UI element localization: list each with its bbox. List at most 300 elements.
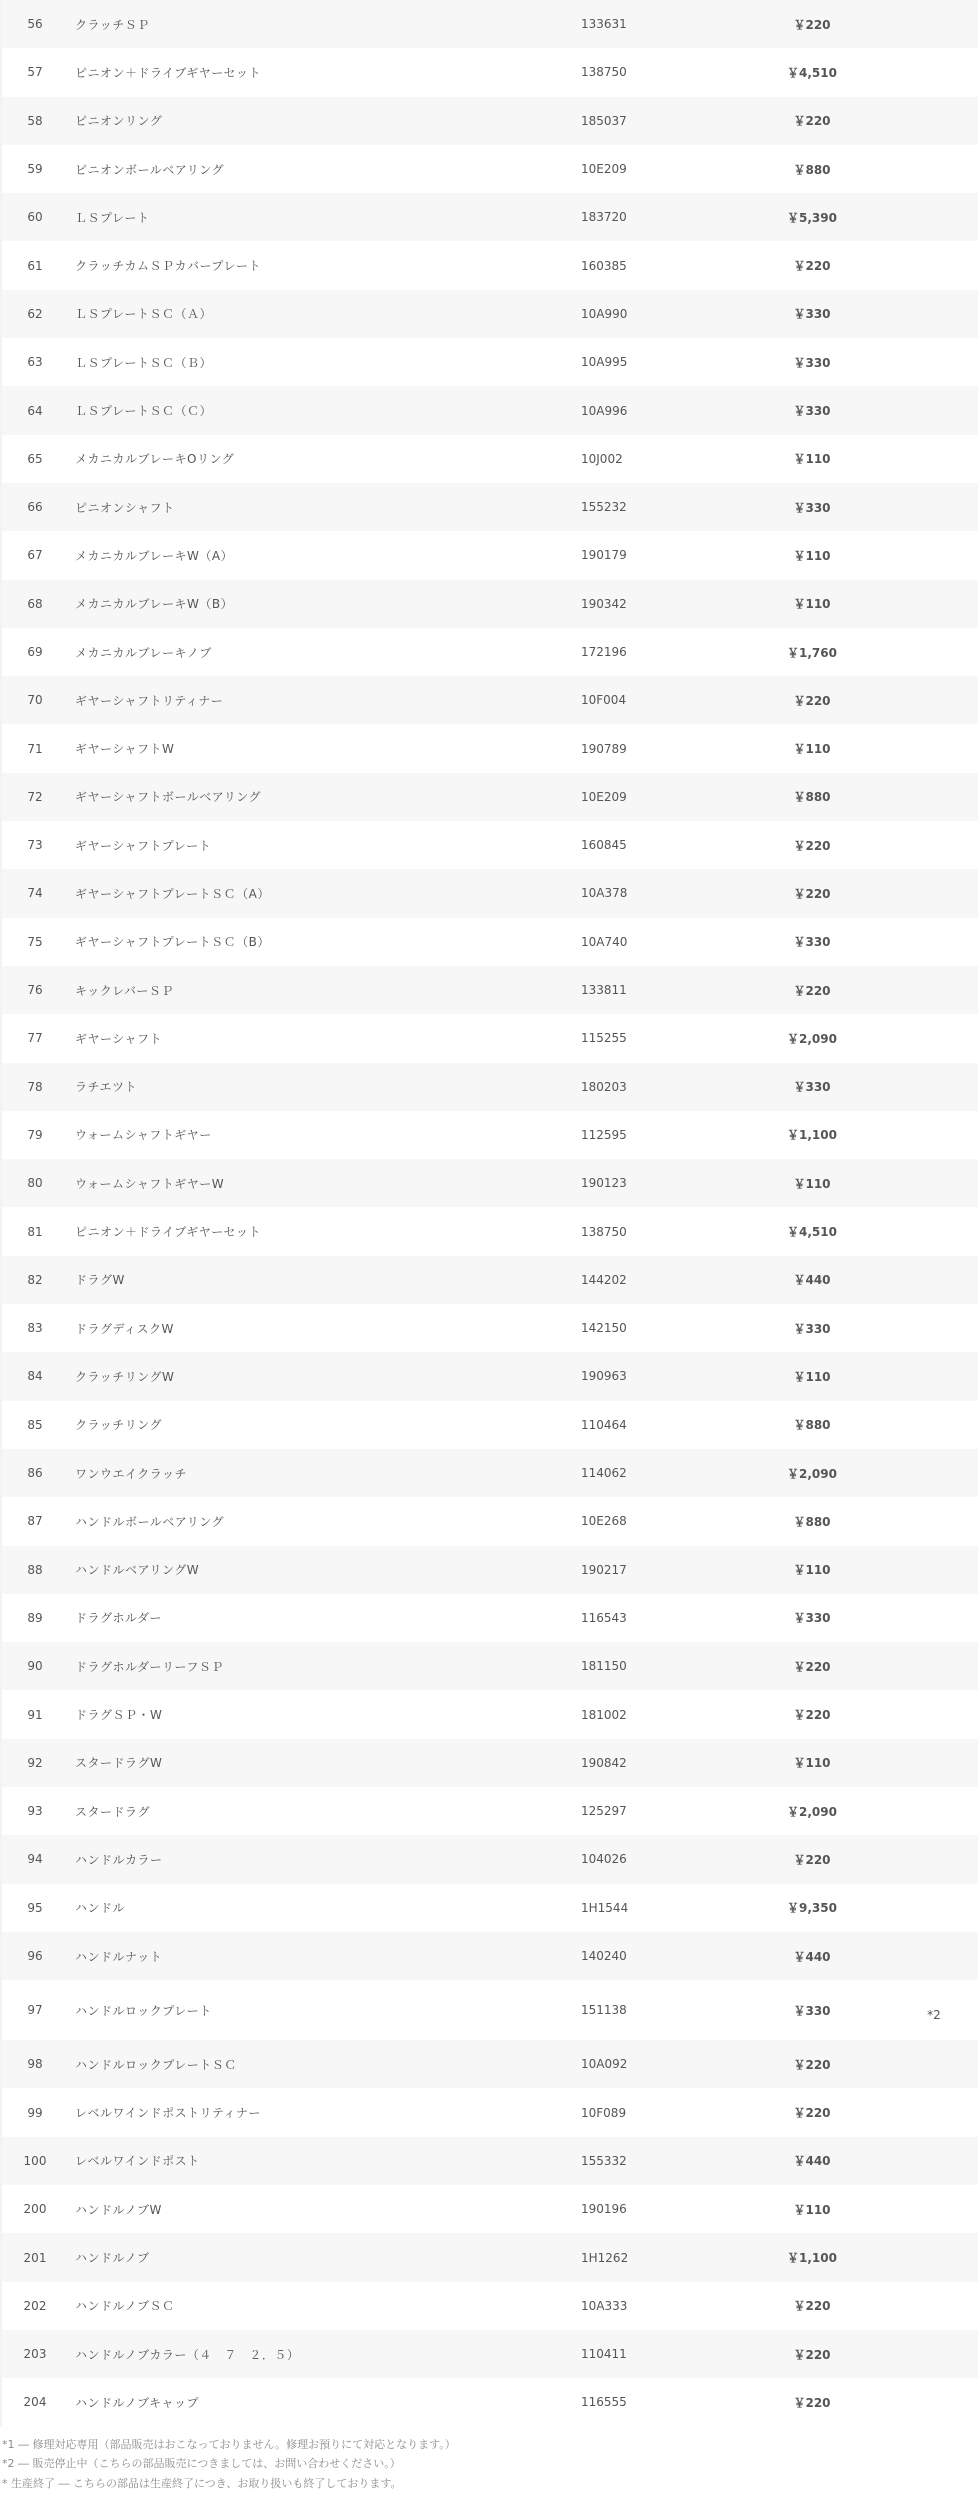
part-price-cell: ￥110 — [793, 2202, 831, 2217]
part-name-cell: メカニカルブレーキOリング — [75, 452, 235, 467]
table-row — [1, 2040, 978, 2088]
part-code-cell: 185037 — [581, 113, 627, 128]
part-note-cell — [885, 193, 978, 241]
part-price-cell: ￥9,350 — [787, 1901, 837, 1916]
part-number-cell: 64 — [1, 386, 68, 434]
table-row — [1, 1014, 978, 1062]
part-price-cell: ￥330 — [793, 500, 831, 515]
table-row — [1, 2330, 978, 2378]
part-name-cell: ピニオン＋ドライブギヤーセット — [75, 65, 262, 80]
part-name-cell: ギヤーシャフトリティナー — [75, 693, 224, 708]
part-price-cell: ￥880 — [793, 790, 831, 805]
part-name-cell: クラッチカムＳＰカバープレート — [75, 259, 261, 274]
part-code-cell: 10A333 — [581, 2298, 628, 2313]
part-name-cell: ピニオンボールベアリング — [75, 162, 225, 177]
part-note-cell — [885, 1594, 978, 1642]
part-name-cell: クラッチＳＰ — [75, 17, 150, 32]
part-number-cell: 83 — [1, 1304, 68, 1352]
part-number-cell: 61 — [1, 241, 68, 289]
part-note-cell: *2 — [885, 1980, 978, 2040]
part-number-cell: 71 — [1, 724, 68, 772]
table-row — [1, 1642, 978, 1690]
part-note-cell — [885, 48, 978, 96]
part-number-cell: 66 — [1, 483, 68, 531]
part-code-cell: 144202 — [581, 1272, 627, 1287]
part-price-cell: ￥220 — [793, 983, 831, 998]
part-number-cell: 94 — [1, 1835, 68, 1883]
part-number-cell: 89 — [1, 1594, 68, 1642]
part-name-cell: ドラグW — [75, 1273, 125, 1288]
footnote-2: *2 ― 販売停止中（こちらの部品販売につきましては、お問い合わせください。） — [2, 2457, 401, 2471]
part-price-cell: ￥220 — [793, 1708, 831, 1723]
part-price-cell: ￥2,090 — [787, 1804, 837, 1819]
part-code-cell: 112595 — [581, 1127, 627, 1142]
footnote-discontinued: * 生産終了 ― こちらの部品は生産終了につき、お取り扱いも終了しております。 — [2, 2476, 402, 2490]
part-number-cell: 78 — [1, 1063, 68, 1111]
table-row — [1, 1497, 978, 1545]
part-price-cell: ￥110 — [793, 1176, 831, 1191]
part-number-cell: 56 — [1, 0, 68, 48]
part-note-cell — [885, 2185, 978, 2233]
part-name-cell: ハンドルロックプレートＳＣ — [75, 2057, 237, 2072]
part-note-cell — [885, 1835, 978, 1883]
part-number-cell: 88 — [1, 1546, 68, 1594]
part-note-cell — [885, 2233, 978, 2281]
part-code-cell: 10E209 — [581, 162, 627, 177]
part-note-cell — [885, 869, 978, 917]
part-note-cell — [885, 1787, 978, 1835]
part-note-cell — [885, 966, 978, 1014]
table-row — [1, 1111, 978, 1159]
part-note-cell — [885, 676, 978, 724]
part-note-cell — [885, 1111, 978, 1159]
table-row — [1, 1449, 978, 1497]
table-row — [1, 193, 978, 241]
part-price-cell: ￥1,100 — [787, 1128, 837, 1143]
part-name-cell: クラッチリングW — [75, 1369, 175, 1384]
part-note-cell — [885, 1352, 978, 1400]
table-row — [1, 2282, 978, 2330]
part-note-cell — [885, 1739, 978, 1787]
part-note-cell — [885, 0, 978, 48]
part-name-cell: ワンウエイクラッチ — [75, 1466, 188, 1481]
part-code-cell: 10J002 — [581, 451, 623, 466]
part-code-cell: 151138 — [581, 2003, 627, 2018]
part-code-cell: 10A995 — [581, 355, 628, 370]
table-row — [1, 724, 978, 772]
table-row — [1, 676, 978, 724]
part-price-cell: ￥110 — [793, 1756, 831, 1771]
part-code-cell: 116555 — [581, 2395, 627, 2410]
table-row — [1, 1546, 978, 1594]
part-price-cell: ￥330 — [793, 355, 831, 370]
part-price-cell: ￥330 — [793, 1611, 831, 1626]
part-note-cell — [885, 628, 978, 676]
part-name-cell: ＬＳプレートＳＣ（Ｃ） — [75, 404, 213, 419]
part-number-cell: 69 — [1, 628, 68, 676]
part-name-cell: ハンドルロックプレート — [75, 2003, 212, 2018]
part-number-cell: 97 — [1, 1980, 68, 2040]
part-note-cell — [885, 1401, 978, 1449]
part-code-cell: 133631 — [581, 17, 627, 32]
part-code-cell: 190196 — [581, 2202, 627, 2217]
part-number-cell: 70 — [1, 676, 68, 724]
part-note-cell — [885, 290, 978, 338]
table-row — [1, 1256, 978, 1304]
part-code-cell: 10F004 — [581, 693, 627, 708]
part-note-cell — [885, 1642, 978, 1690]
table-row — [1, 97, 978, 145]
part-code-cell: 1H1262 — [581, 2250, 629, 2265]
part-note-cell — [885, 773, 978, 821]
table-row — [1, 241, 978, 289]
part-note-cell — [885, 2330, 978, 2378]
part-code-cell: 172196 — [581, 645, 627, 659]
part-name-cell: レベルワインドポストリティナー — [75, 2106, 261, 2121]
part-name-cell: ＬＳプレートＳＣ（Ａ） — [75, 307, 213, 322]
table-row — [1, 1980, 978, 2040]
table-row — [1, 628, 978, 676]
part-note-cell — [885, 1884, 978, 1932]
part-number-cell: 95 — [1, 1884, 68, 1932]
part-number-cell: 77 — [1, 1014, 68, 1062]
part-note-cell — [885, 2040, 978, 2088]
part-name-cell: スタードラグW — [75, 1756, 163, 1771]
part-number-cell: 73 — [1, 821, 68, 869]
part-price-cell: ￥220 — [793, 886, 831, 901]
table-row — [1, 290, 978, 338]
table-row — [1, 1304, 978, 1352]
part-code-cell: 181002 — [581, 1707, 627, 1722]
part-number-cell: 203 — [1, 2330, 68, 2378]
part-number-cell: 87 — [1, 1497, 68, 1545]
part-number-cell: 76 — [1, 966, 68, 1014]
part-note-cell — [885, 1014, 978, 1062]
part-note-cell — [885, 145, 978, 193]
part-price-cell: ￥4,510 — [787, 1225, 837, 1240]
part-code-cell: 138750 — [581, 1224, 627, 1239]
table-row — [1, 1401, 978, 1449]
part-code-cell: 181150 — [581, 1659, 627, 1674]
table-row — [1, 531, 978, 579]
part-price-cell: ￥440 — [793, 1949, 831, 1964]
part-price-cell: ￥220 — [793, 2299, 831, 2314]
part-code-cell: 133811 — [581, 983, 627, 998]
part-number-cell: 86 — [1, 1449, 68, 1497]
part-price-cell: ￥220 — [793, 693, 831, 708]
table-row — [1, 2185, 978, 2233]
table-row — [1, 1063, 978, 1111]
part-code-cell: 190217 — [581, 1562, 627, 1577]
part-number-cell: 93 — [1, 1787, 68, 1835]
part-note-cell — [885, 1546, 978, 1594]
part-name-cell: ハンドルボールベアリング — [75, 1514, 225, 1529]
part-name-cell: ギヤーシャフトプレートＳＣ（A） — [75, 886, 270, 901]
table-row — [1, 2137, 978, 2185]
part-name-cell: ハンドルノブW — [75, 2202, 162, 2217]
part-name-cell: スタードラグ — [75, 1804, 151, 1819]
table-row — [1, 1207, 978, 1255]
part-code-cell: 10A996 — [581, 403, 628, 418]
part-code-cell: 10A990 — [581, 306, 628, 321]
part-number-cell: 62 — [1, 290, 68, 338]
part-number-cell: 68 — [1, 580, 68, 628]
part-code-cell: 110411 — [581, 2347, 627, 2362]
part-code-cell: 140240 — [581, 1949, 627, 1964]
part-code-cell: 183720 — [581, 210, 627, 225]
part-number-cell: 91 — [1, 1690, 68, 1738]
part-name-cell: ドラグホルダー — [75, 1611, 163, 1626]
table-row — [1, 338, 978, 386]
part-price-cell: ￥220 — [793, 1659, 831, 1674]
part-name-cell: キックレバーＳＰ — [75, 983, 174, 998]
part-price-cell: ￥4,510 — [787, 65, 837, 80]
table-row — [1, 1690, 978, 1738]
part-number-cell: 67 — [1, 531, 68, 579]
part-price-cell: ￥330 — [793, 935, 831, 950]
table-row — [1, 1884, 978, 1932]
part-name-cell: メカニカルブレーキノブ — [75, 645, 212, 660]
part-number-cell: 90 — [1, 1642, 68, 1690]
part-name-cell: ピニオンシャフト — [75, 500, 175, 515]
table-row — [1, 773, 978, 821]
part-name-cell: ハンドルノブキャップ — [75, 2395, 200, 2410]
part-note-cell — [885, 435, 978, 483]
part-price-cell: ￥880 — [793, 1418, 831, 1433]
part-code-cell: 125297 — [581, 1804, 627, 1819]
part-price-cell: ￥110 — [793, 742, 831, 757]
table-row — [1, 1159, 978, 1207]
part-note-cell — [885, 338, 978, 386]
part-name-cell: ハンドルカラー — [75, 1852, 163, 1867]
table-row — [1, 483, 978, 531]
part-price-cell: ￥110 — [793, 1369, 831, 1384]
part-name-cell: ドラグホルダーリーフＳＰ — [75, 1659, 224, 1674]
part-name-cell: ＬＳプレートＳＣ（Ｂ） — [75, 355, 213, 370]
part-code-cell: 160385 — [581, 258, 627, 273]
part-number-cell: 65 — [1, 435, 68, 483]
part-price-cell: ￥220 — [793, 2106, 831, 2121]
part-name-cell: ハンドルノブ — [75, 2251, 150, 2265]
part-name-cell: ギヤーシャフトボールベアリング — [75, 790, 262, 805]
part-name-cell: ハンドルベアリングW — [75, 1563, 200, 1578]
part-price-cell: ￥880 — [793, 162, 831, 177]
part-note-cell — [885, 1449, 978, 1497]
part-code-cell: 155232 — [581, 500, 627, 515]
part-code-cell: 10E209 — [581, 789, 627, 804]
part-name-cell: ピニオンリング — [75, 114, 163, 129]
part-note-cell — [885, 2137, 978, 2185]
part-code-cell: 190963 — [581, 1369, 627, 1384]
part-name-cell: ハンドル — [75, 1901, 126, 1916]
part-note-cell — [885, 241, 978, 289]
part-note-cell — [885, 1207, 978, 1255]
table-row — [1, 821, 978, 869]
part-number-cell: 92 — [1, 1739, 68, 1787]
part-price-cell: ￥110 — [793, 597, 831, 612]
part-name-cell: ピニオン＋ドライブギヤーセット — [75, 1225, 262, 1240]
part-name-cell: クラッチリング — [75, 1418, 163, 1433]
part-number-cell: 74 — [1, 869, 68, 917]
part-price-cell: ￥330 — [793, 2003, 831, 2018]
part-note-cell — [885, 1304, 978, 1352]
part-name-cell: ハンドルノブカラー（４ ７ ２．５） — [75, 2347, 300, 2362]
part-number-cell: 58 — [1, 97, 68, 145]
part-code-cell: 114062 — [581, 1466, 627, 1481]
part-price-cell: ￥440 — [793, 2154, 831, 2169]
part-number-cell: 84 — [1, 1352, 68, 1400]
part-number-cell: 82 — [1, 1256, 68, 1304]
table-row — [1, 386, 978, 434]
part-code-cell: 10F089 — [581, 2105, 627, 2120]
part-code-cell: 190789 — [581, 741, 627, 756]
table-row — [1, 1835, 978, 1883]
part-number-cell: 100 — [1, 2137, 68, 2185]
table-row — [1, 0, 978, 48]
part-code-cell: 138750 — [581, 65, 627, 80]
part-code-cell: 115255 — [581, 1031, 627, 1046]
part-number-cell: 204 — [1, 2378, 68, 2426]
part-price-cell: ￥220 — [793, 114, 831, 129]
part-price-cell: ￥330 — [793, 307, 831, 322]
part-code-cell: 10A092 — [581, 2057, 628, 2072]
part-number-cell: 202 — [1, 2282, 68, 2330]
part-price-cell: ￥1,100 — [787, 2251, 837, 2265]
part-number-cell: 72 — [1, 773, 68, 821]
part-note-cell — [885, 1159, 978, 1207]
part-number-cell: 99 — [1, 2088, 68, 2136]
part-number-cell: 201 — [1, 2233, 68, 2281]
part-name-cell: ドラグディスクW — [75, 1321, 174, 1336]
part-note-cell — [885, 483, 978, 531]
part-price-cell: ￥220 — [793, 17, 831, 32]
part-code-cell: 1H1544 — [581, 1900, 629, 1915]
table-row — [1, 918, 978, 966]
part-code-cell: 190842 — [581, 1755, 627, 1770]
part-code-cell: 116543 — [581, 1610, 627, 1625]
part-note-cell — [885, 918, 978, 966]
part-name-cell: ギヤーシャフトプレートＳＣ（B） — [75, 935, 270, 950]
part-name-cell: ハンドルナット — [75, 1949, 163, 1964]
part-number-cell: 59 — [1, 145, 68, 193]
part-price-cell: ￥220 — [793, 259, 831, 274]
part-price-cell: ￥330 — [793, 1321, 831, 1336]
part-number-cell: 63 — [1, 338, 68, 386]
part-price-cell: ￥330 — [793, 404, 831, 419]
part-note-cell — [885, 1256, 978, 1304]
part-name-cell: ＬＳプレート — [75, 210, 150, 225]
part-price-cell: ￥110 — [793, 1563, 831, 1578]
part-price-cell: ￥2,090 — [787, 1466, 837, 1481]
part-number-cell: 57 — [1, 48, 68, 96]
part-note-cell — [885, 1063, 978, 1111]
part-name-cell: ラチエツト — [75, 1080, 138, 1095]
part-name-cell: メカニカルブレーキW（A） — [75, 548, 234, 563]
table-row — [1, 966, 978, 1014]
part-price-cell: ￥5,390 — [787, 210, 837, 225]
part-price-cell: ￥110 — [793, 452, 831, 467]
part-number-cell: 60 — [1, 193, 68, 241]
part-price-cell: ￥220 — [793, 2347, 831, 2362]
part-code-cell: 104026 — [581, 1852, 627, 1867]
part-note-cell — [885, 1932, 978, 1980]
part-note-cell — [885, 2088, 978, 2136]
part-number-cell: 85 — [1, 1401, 68, 1449]
part-price-cell: ￥220 — [793, 1852, 831, 1867]
part-code-cell: 10E268 — [581, 1514, 627, 1529]
part-price-cell: ￥1,760 — [787, 645, 837, 660]
part-name-cell: ウォームシャフトギヤーW — [75, 1176, 225, 1191]
part-note-cell — [885, 1690, 978, 1738]
part-code-cell: 10A740 — [581, 934, 628, 949]
part-code-cell: 190123 — [581, 1176, 627, 1191]
part-price-cell: ￥220 — [793, 838, 831, 853]
part-note-cell — [885, 386, 978, 434]
table-row — [1, 869, 978, 917]
table-row — [1, 1932, 978, 1980]
part-code-cell: 142150 — [581, 1321, 627, 1336]
part-code-cell: 190179 — [581, 548, 627, 563]
part-note-cell — [885, 2282, 978, 2330]
part-price-cell: ￥440 — [793, 1273, 831, 1288]
part-price-cell: ￥110 — [793, 548, 831, 563]
part-note-cell — [885, 1497, 978, 1545]
part-price-cell: ￥880 — [793, 1514, 831, 1529]
table-row — [1, 580, 978, 628]
part-name-cell: ウォームシャフトギヤー — [75, 1128, 212, 1143]
part-price-cell: ￥220 — [793, 2395, 831, 2410]
part-code-cell: 110464 — [581, 1417, 627, 1432]
table-row — [1, 2378, 978, 2426]
part-name-cell: ギヤーシャフト — [75, 1031, 163, 1046]
table-row — [1, 2233, 978, 2281]
part-note-cell — [885, 2378, 978, 2426]
part-code-cell: 160845 — [581, 838, 627, 853]
table-row — [1, 48, 978, 96]
part-note-cell — [885, 531, 978, 579]
part-name-cell: メカニカルブレーキW（B） — [75, 597, 234, 612]
part-note-cell — [885, 821, 978, 869]
table-row — [1, 435, 978, 483]
part-number-cell: 79 — [1, 1111, 68, 1159]
table-row — [1, 1352, 978, 1400]
part-note-cell — [885, 97, 978, 145]
part-price-cell: ￥330 — [793, 1080, 831, 1095]
footnote-1: *1 ― 修理対応専用（部品販売はおこなっておりません。修理お預りにて対応となります。） — [2, 2437, 456, 2451]
part-name-cell: レベルワインドポスト — [75, 2154, 200, 2169]
part-price-cell: ￥220 — [793, 2057, 831, 2072]
part-name-cell: ハンドルノブＳＣ — [75, 2299, 175, 2314]
table-row — [1, 145, 978, 193]
part-price-cell: ￥2,090 — [787, 1031, 837, 1046]
table-row — [1, 2088, 978, 2136]
part-code-cell: 155332 — [581, 2153, 627, 2168]
footnotes — [0, 2427, 978, 2493]
table-row — [1, 1594, 978, 1642]
part-note-cell — [885, 580, 978, 628]
table-row — [1, 1739, 978, 1787]
part-name-cell: ギヤーシャフトW — [75, 742, 175, 757]
part-note-cell — [885, 724, 978, 772]
part-name-cell: ドラグＳＰ・W — [75, 1708, 163, 1723]
table-row — [1, 1787, 978, 1835]
part-number-cell: 80 — [1, 1159, 68, 1207]
part-number-cell: 98 — [1, 2040, 68, 2088]
part-number-cell: 96 — [1, 1932, 68, 1980]
part-code-cell: 10A378 — [581, 886, 628, 901]
part-number-cell: 200 — [1, 2185, 68, 2233]
parts-table-body — [1, 0, 978, 2427]
